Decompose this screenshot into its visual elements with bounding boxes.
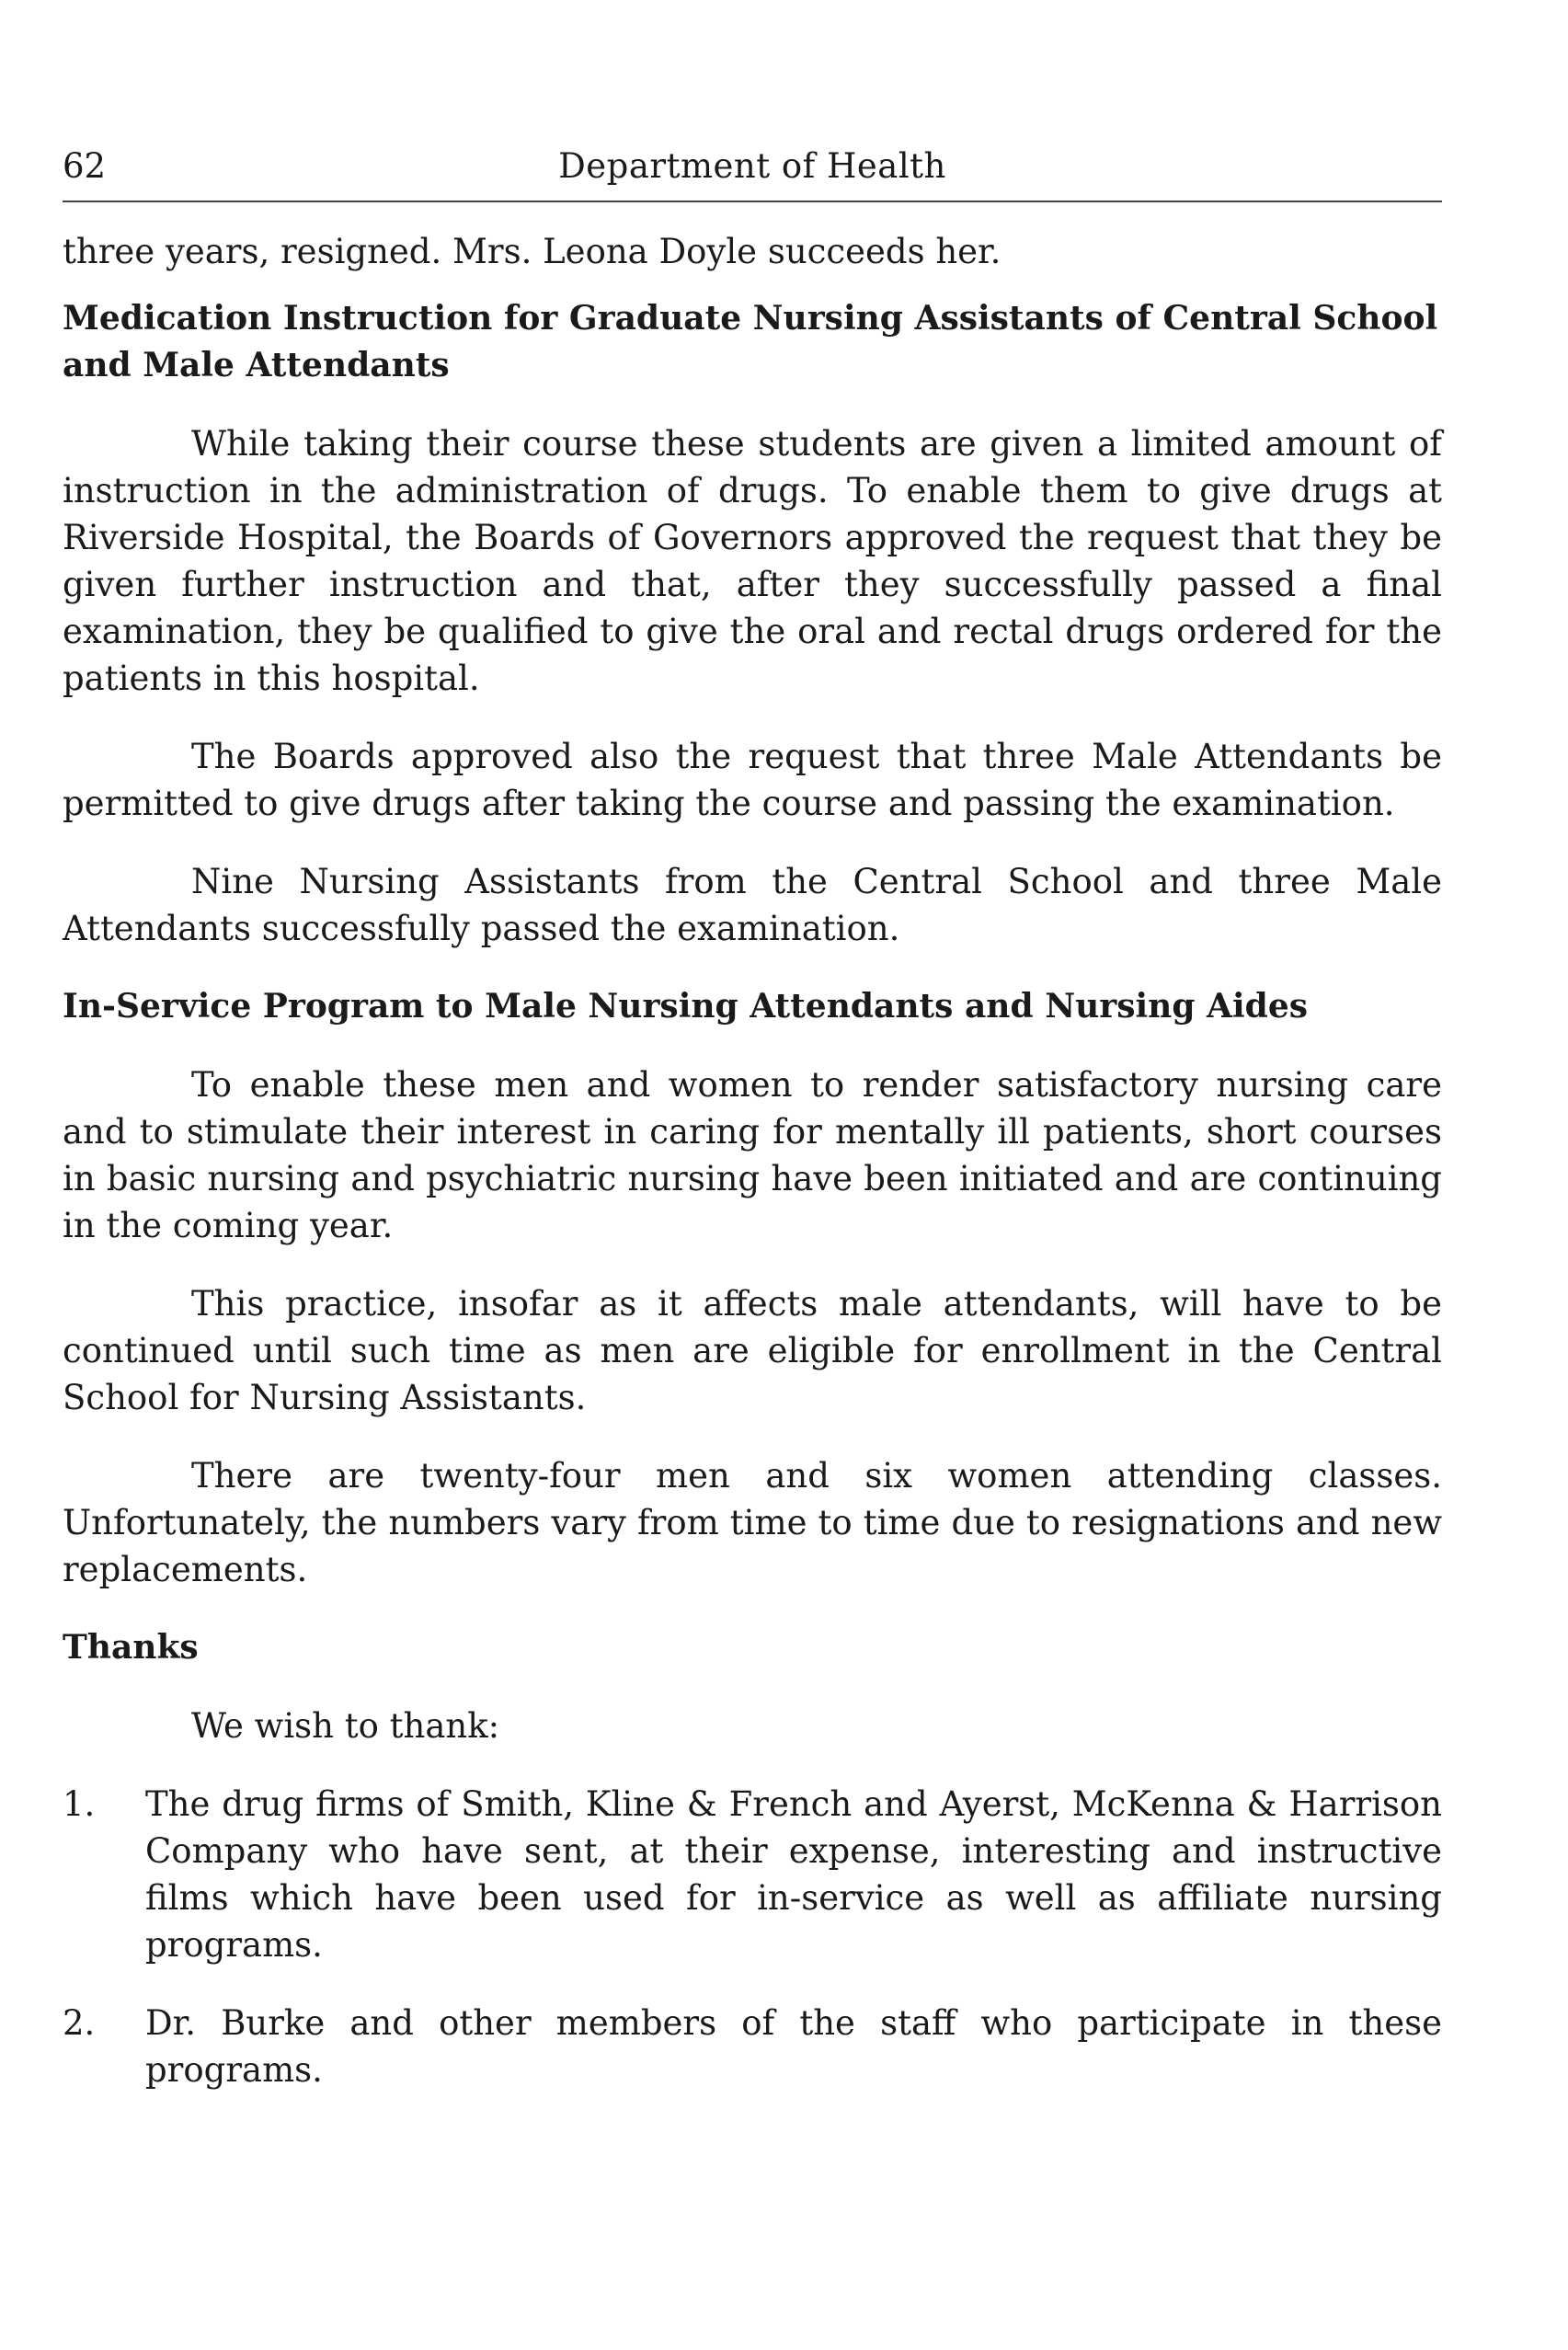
paragraph: To enable these men and women to render satisfactory nursing care and to stimulate their interest in caring for mentally ill patients, short courses in basic nursing and psychiatric nursing have been initiated and are continuing in the coming year. [63, 1065, 1442, 1245]
header-rule [63, 201, 1442, 202]
list-item-number: 1. [63, 1784, 96, 1824]
continuation-text: three years, resigned. Mrs. Leona Doyle succeeds her. [63, 232, 1001, 271]
paragraph: This practice, insofar as it affects male attendants, will have to be continued until such time as men are eligible for enrollment in the Central School for Nursing Assistants. [63, 1284, 1442, 1417]
running-title: Department of Health [558, 146, 946, 186]
section-heading: Thanks [63, 1628, 199, 1667]
thanks-list [63, 1781, 1442, 2093]
list-item [63, 1781, 1442, 1968]
paragraph: While taking their course these students are given a limited amount of instruction in the administration of drugs. To enable them to give drugs at Riverside Hospital, the Boards of Governors approved the request that they be given further instruction and that, after they successfully passed a final examination, they be qualified to give the oral and rectal drugs ordered for the patients in this hospital. [63, 424, 1442, 698]
list-item-number: 2. [63, 2003, 96, 2043]
document-page [63, 138, 1442, 2125]
thanks-intro: We wish to thank: [191, 1706, 500, 1746]
section-heading: In-Service Program to Male Nursing Attendants and Nursing Aides [63, 987, 1309, 1026]
paragraph: The Boards approved also the request that three Male Attendants be permitted to give drugs after taking the course and passing the examination. [63, 737, 1442, 823]
page-number: 62 [63, 146, 107, 186]
section-medication-instruction [63, 295, 1442, 952]
list-item [63, 2000, 1442, 2093]
paragraph: There are twenty-four men and six women attending classes. Unfortunately, the numbers vary from time to time due to resignations and new replacements. [63, 1456, 1442, 1589]
list-item-text: The drug firms of Smith, Kline & French and Ayerst, McKenna & Harrison Company who have sent, at their expense, interesting and instructive films which have been used for in-service as well as affiliate nursing programs. [145, 1784, 1442, 1965]
section-thanks [63, 1624, 1442, 2093]
page-header [63, 138, 1442, 195]
section-in-service-program [63, 983, 1442, 1593]
list-item-text: Dr. Burke and other members of the staff who participate in these programs. [145, 2003, 1442, 2090]
paragraph: Nine Nursing Assistants from the Central School and three Male Attendants successfully passed the examination. [63, 862, 1442, 948]
section-heading: Medication Instruction for Graduate Nursing Assistants of Central School and Male Attendants [63, 299, 1438, 384]
